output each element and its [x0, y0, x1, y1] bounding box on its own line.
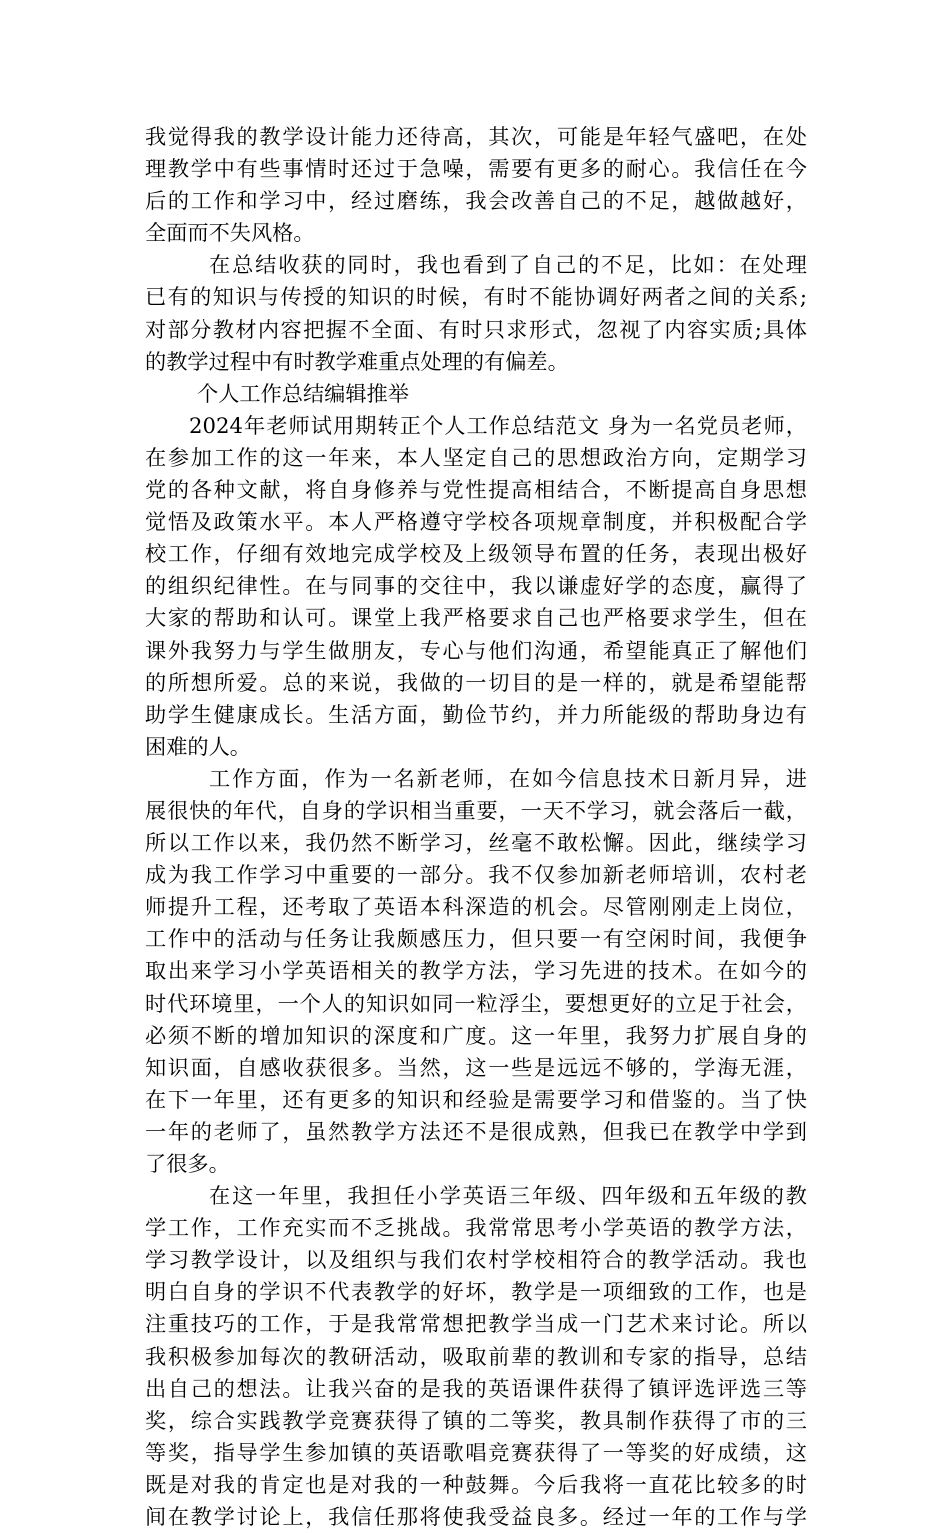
text-line: 全面而不失风格。 [145, 220, 315, 246]
text-line: 既是对我的肯定也是对我的一种鼓舞。今后我将一直花比较多的时 [145, 1471, 807, 1497]
text-line: 学工作，工作充实而不乏挑战。我常常思考小学英语的教学方法， [145, 1215, 807, 1241]
text-line: 助学生健康成长。生活方面，勤俭节约，并力所能级的帮助身边有 [145, 701, 807, 727]
text-line: 间在教学讨论上，我信任那将使我受益良多。经过一年的工作与学 [145, 1504, 807, 1530]
text-line: 的所想所爱。总的来说，我做的一切目的是一样的，就是希望能帮 [145, 669, 807, 695]
text-line: 了很多。 [145, 1151, 230, 1176]
text-line: 我积极参加每次的教研活动，吸取前辈的教训和专家的指导，总结 [145, 1343, 807, 1369]
text-line: 注重技巧的工作，于是我常常想把教学当成一门艺术来讨论。所以 [145, 1311, 807, 1337]
text-line: 课外我努力与学生做朋友，专心与他们沟通，希望能真正了解他们 [145, 637, 807, 663]
paragraph [145, 1180, 807, 1533]
text-line: 工作中的活动与任务让我颇感压力，但只要一有空闲时间，我便争 [145, 926, 807, 952]
text-line: 时代环境里，一个人的知识如同一粒浮尘，要想更好的立足于社会， [145, 990, 807, 1016]
text-line: 校工作，仔细有效地完成学校及上级领导布置的任务，表现出极好 [145, 541, 807, 567]
text-line: 展很快的年代，自身的学识相当重要，一天不学习，就会落后一截， [145, 797, 807, 823]
text-line: 等奖，指导学生参加镇的英语歌唱竞赛获得了一等奖的好成绩，这 [145, 1439, 807, 1465]
text-line: 出自己的想法。让我兴奋的是我的英语课件获得了镇评选评选三等 [145, 1375, 807, 1401]
paragraph [145, 763, 807, 1180]
text-line: 在参加工作的这一年来，本人坚定自己的思想政治方向，定期学习 [145, 444, 807, 470]
text-line: 所以工作以来，我仍然不断学习，丝毫不敢松懈。因此，继续学习 [145, 830, 807, 856]
text-line: 工作方面，作为一名新老师，在如今信息技术日新月异，进 [209, 765, 807, 791]
text-line: 的教学过程中有时教学难重点处理的有偏差。 [145, 348, 569, 374]
text-line: 觉悟及政策水平。本人严格遵守学校各项规章制度，并积极配合学 [145, 509, 807, 535]
text-line: 必须不断的增加知识的深度和广度。这一年里，我努力扩展自身的 [145, 1022, 807, 1048]
text-line: 党的各种文献，将自身修养与党性提高相结合，不断提高自身思想 [145, 477, 807, 503]
paragraph [145, 249, 807, 377]
text-line: 成为我工作学习中重要的一部分。我不仅参加新老师培训，农村老 [145, 862, 807, 888]
text-line: 2024年老师试用期转正个人工作总结范文 身为一名党员老师， [189, 412, 807, 438]
text-line: 在总结收获的同时，我也看到了自己的不足，比如：在处理 [209, 252, 807, 278]
paragraph [145, 410, 807, 763]
text-line: 师提升工程，还考取了英语本科深造的机会。尽管刚刚走上岗位， [145, 894, 807, 920]
text-line: 明白自身的学识不代表教学的好坏，教学是一项细致的工作，也是 [145, 1279, 807, 1305]
text-line: 我觉得我的教学设计能力还待高，其次，可能是年轻气盛吧，在处 [145, 124, 807, 149]
text-line: 学习教学设计，以及组织与我们农村学校相符合的教学活动。我也 [145, 1247, 807, 1273]
text-line: 取出来学习小学英语相关的教学方法，学习先进的技术。在如今的 [145, 958, 807, 984]
text-line: 大家的帮助和认可。课堂上我严格要求自己也严格要求学生，但在 [145, 605, 807, 631]
text-line: 在下一年里，还有更多的知识和经验是需要学习和借鉴的。当了快 [145, 1086, 807, 1112]
document-body [145, 121, 807, 1533]
text-line: 在这一年里，我担任小学英语三年级、四年级和五年级的教 [209, 1183, 807, 1209]
text-line: 后的工作和学习中，经过磨练，我会改善自己的不足，越做越好， [145, 188, 807, 214]
text-line: 一年的老师了，虽然教学方法还不是很成熟，但我已在教学中学到 [145, 1118, 807, 1144]
text-line: 已有的知识与传授的知识的时候，有时不能协调好两者之间的关系; [145, 284, 807, 310]
paragraph [145, 121, 807, 249]
text-line: 奖，综合实践教学竞赛获得了镇的二等奖，教具制作获得了市的三 [145, 1407, 807, 1433]
text-line: 困难的人。 [145, 733, 251, 759]
text-line: 的组织纪律性。在与同事的交往中，我以谦虚好学的态度，赢得了 [145, 573, 807, 599]
text-line: 对部分教材内容把握不全面、有时只求形式，忽视了内容实质;具体 [145, 316, 807, 342]
text-line: 知识面，自感收获很多。当然，这一些是远远不够的，学海无涯， [145, 1054, 807, 1080]
section-heading: 个人工作总结编辑推举 [197, 380, 409, 406]
text-line: 理教学中有些事情时还过于急噪，需要有更多的耐心。我信任在今 [145, 156, 807, 182]
